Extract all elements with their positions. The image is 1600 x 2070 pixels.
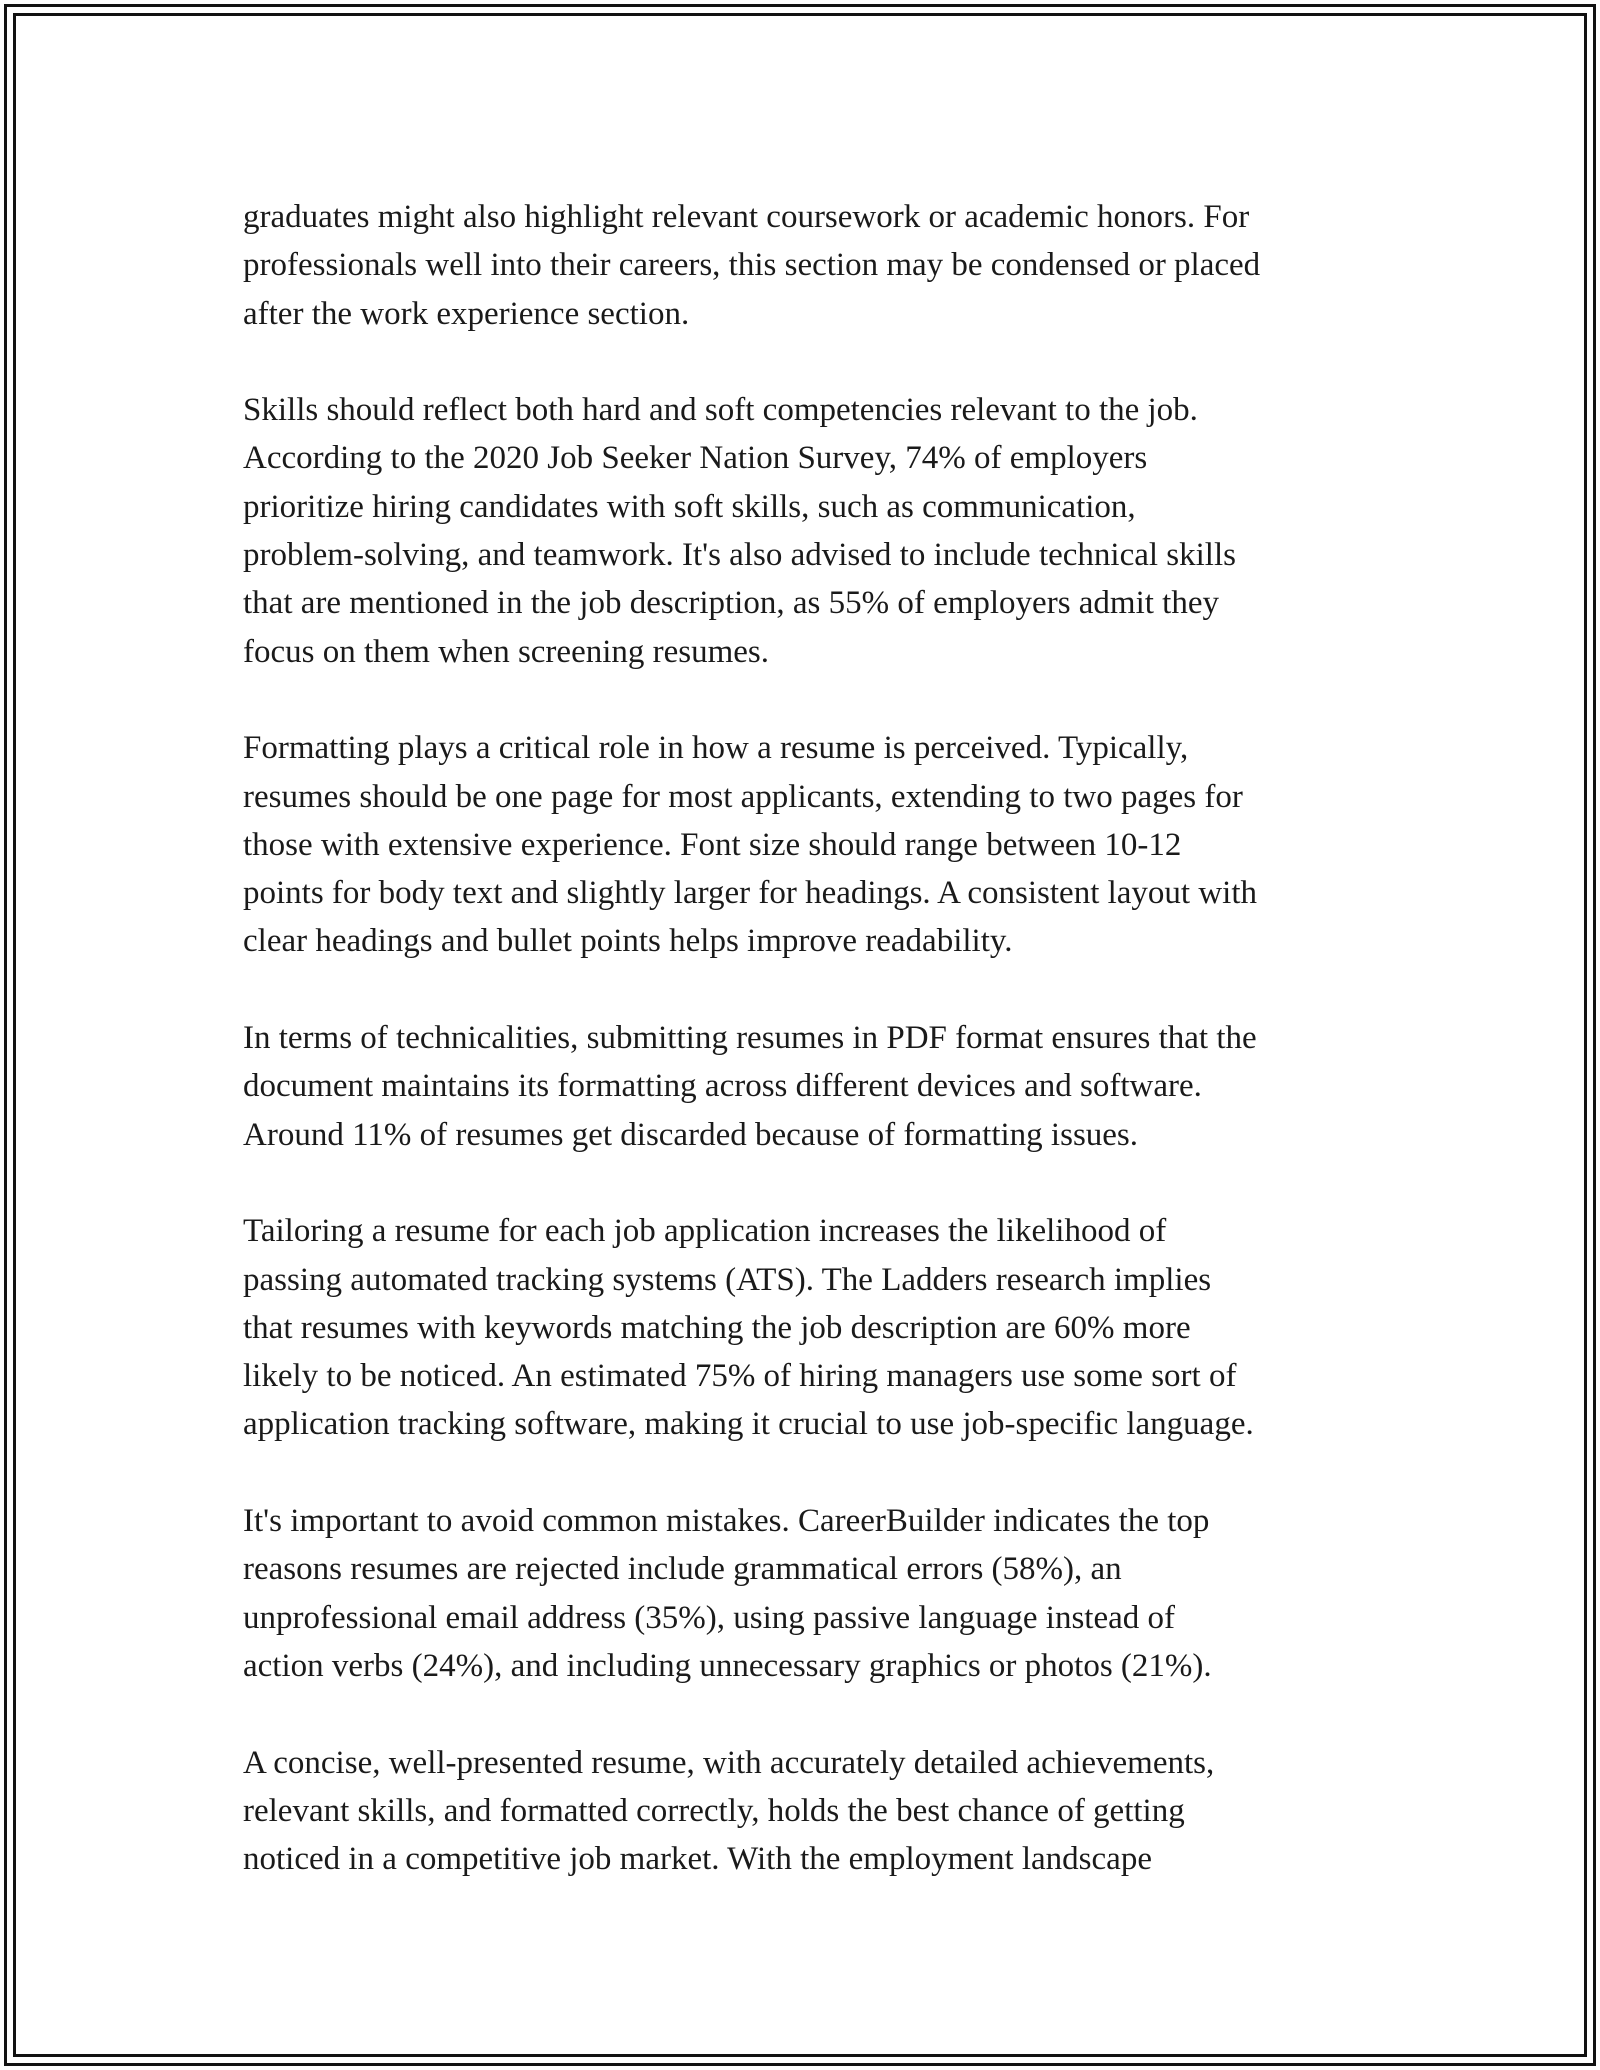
text-line: It's important to avoid common mistakes. CareerBuilder indicates the top xyxy=(243,1503,1210,1540)
text-line: resumes should be one page for most applicants, extending to two pages for xyxy=(243,778,1243,815)
text-line: Around 11% of resumes get discarded because of formatting issues. xyxy=(243,1116,1139,1153)
page-border xyxy=(4,4,1596,2066)
text-line: noticed in a competitive job market. With the employment landscape xyxy=(243,1841,1152,1878)
paragraph-technicalities xyxy=(243,1014,1393,1159)
paragraph-formatting xyxy=(243,724,1393,965)
text-line: prioritize hiring candidates with soft skills, such as communication, xyxy=(243,488,1136,525)
paragraph-common-mistakes xyxy=(243,1497,1393,1690)
text-line: action verbs (24%), and including unnecessary graphics or photos (21%). xyxy=(243,1647,1212,1684)
text-line: According to the 2020 Job Seeker Nation Survey, 74% of employers xyxy=(243,440,1148,477)
paragraph-tailoring xyxy=(243,1207,1393,1448)
text-line: professionals well into their careers, this section may be condensed or placed xyxy=(243,247,1261,284)
paragraph-skills xyxy=(243,386,1393,676)
text-line: passing automated tracking systems (ATS). The Ladders research implies xyxy=(243,1261,1212,1298)
text-line: application tracking software, making it crucial to use job-specific language. xyxy=(243,1406,1254,1443)
text-line: focus on them when screening resumes. xyxy=(243,633,770,670)
text-line: problem-solving, and teamwork. It's also advised to include technical skills xyxy=(243,537,1236,574)
text-line: Formatting plays a critical role in how a resume is perceived. Typically, xyxy=(243,730,1189,767)
text-line: after the work experience section. xyxy=(243,295,690,332)
text-line: Skills should reflect both hard and soft competencies relevant to the job. xyxy=(243,392,1198,429)
text-line: Tailoring a resume for each job application increases the likelihood of xyxy=(243,1213,1167,1250)
text-line: that resumes with keywords matching the job description are 60% more xyxy=(243,1309,1191,1346)
text-line: clear headings and bullet points helps improve readability. xyxy=(243,923,1013,960)
text-line: that are mentioned in the job description, as 55% of employers admit they xyxy=(243,585,1219,622)
paragraph-conclusion xyxy=(243,1739,1393,1884)
text-line: document maintains its formatting across different devices and software. xyxy=(243,1068,1202,1105)
text-line: likely to be noticed. An estimated 75% of hiring managers use some sort of xyxy=(243,1358,1237,1395)
document-body xyxy=(243,193,1393,1883)
text-line: those with extensive experience. Font size should range between 10-12 xyxy=(243,826,1182,863)
text-line: In terms of technicalities, submitting resumes in PDF format ensures that the xyxy=(243,1020,1257,1057)
text-line: points for body text and slightly larger for headings. A consistent layout with xyxy=(243,875,1258,912)
text-line: unprofessional email address (35%), using passive language instead of xyxy=(243,1599,1176,1636)
text-line: reasons resumes are rejected include grammatical errors (58%), an xyxy=(243,1551,1122,1588)
paragraph-education-continued xyxy=(243,193,1393,338)
text-line: A concise, well-presented resume, with accurately detailed achievements, xyxy=(243,1744,1215,1781)
text-line: graduates might also highlight relevant coursework or academic honors. For xyxy=(243,199,1250,235)
text-line: relevant skills, and formatted correctly, holds the best chance of getting xyxy=(243,1792,1185,1829)
